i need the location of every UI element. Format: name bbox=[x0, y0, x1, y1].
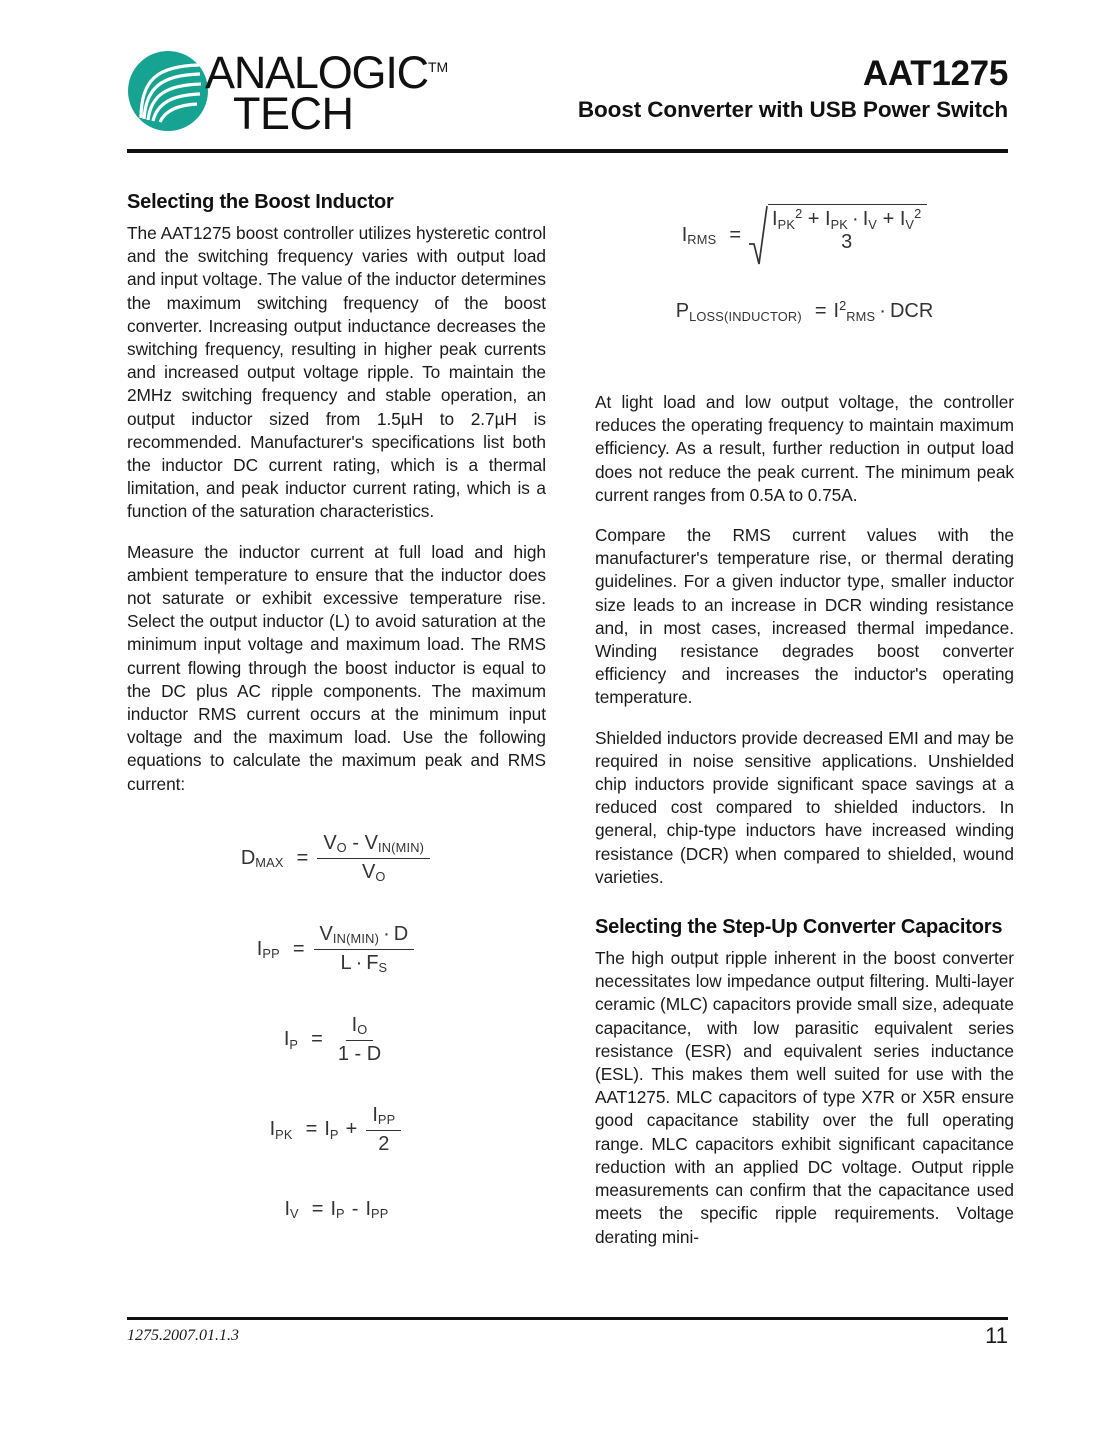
eq-iv-equals: = bbox=[311, 1197, 324, 1220]
document-code: 1275.2007.01.1.3 bbox=[127, 1327, 239, 1344]
eq-irms-equals: = bbox=[729, 223, 742, 246]
paragraph-capacitors: The high output ripple inherent in the boost converter necessitates low impedance output filtering. Multi-layer ceramic (MLC) capacitors provide small size, adequate capacitance, with low parasitic equivalent series resistance (ESR) and equivalent series inductance (ESL). This makes them well suited for use with the AAT1275. MLC capacitors of type X7R or X5R ensure good capacitance stability over the full operating range. MLC capacitors exhibit significant capacitance reduction with an applied DC voltage. Output ripple measurements can confirm that the capacitance used meets the specific ripple requirements. Voltage derating mini- bbox=[595, 948, 1014, 1247]
eq-ploss-lhs-sub: LOSS(INDUCTOR) bbox=[689, 308, 802, 324]
eq-ipk-denominator: 2 bbox=[378, 1132, 390, 1155]
eq-ipp-equals: = bbox=[292, 937, 305, 960]
eq-ipk-plus: + bbox=[345, 1118, 358, 1141]
eq-ipp-lhs: I bbox=[256, 937, 263, 960]
eq-ploss-dot: · bbox=[879, 300, 886, 322]
eq-irms-lhs: I bbox=[681, 223, 688, 246]
heading-selecting-the-boost-inductor: Selecting the Boost Inductor bbox=[127, 191, 394, 213]
header-title-block bbox=[448, 54, 1008, 124]
eq-ipp-denominator: $L \cdot F_S$ bbox=[340, 951, 388, 976]
page-number: 11 bbox=[985, 1323, 1008, 1348]
square-root-icon bbox=[748, 204, 768, 266]
paragraph-rms-compare: Compare the RMS current values with the manufacturer's temperature rise, or thermal derating guidelines. For a given inductor type, smaller inductor size leads to an increase in DCR winding resistance and, in most cases, increased thermal impedance. Winding resistance degrades boost converter efficiency and increases the inductor's operating temperature. bbox=[595, 525, 1014, 708]
page-header bbox=[127, 42, 1008, 150]
right-column bbox=[595, 190, 1014, 1249]
eq-ipp-fraction bbox=[314, 923, 415, 976]
company-logo bbox=[127, 44, 449, 144]
footer-divider bbox=[127, 1317, 1008, 1320]
header-divider bbox=[127, 149, 1008, 153]
equation-list-left bbox=[127, 832, 546, 1221]
part-number: AAT1275 bbox=[862, 54, 1008, 93]
eq-ploss-dcr: DCR bbox=[889, 300, 934, 322]
eq-dmax-fraction bbox=[317, 832, 430, 885]
eq-ploss-lhs: P bbox=[675, 300, 690, 322]
equation-ipp bbox=[127, 923, 546, 976]
paragraph-light-load: At light load and low output voltage, the controller reduces the operating frequency to maintain maximum efficiency. As a result, further reduction in output load does not reduce the peak current. The minimum peak current ranges from 0.5A to 0.75A. bbox=[595, 392, 1014, 505]
eq-ipk-lhs: I bbox=[269, 1118, 276, 1141]
eq-ip-equals: = bbox=[311, 1028, 323, 1051]
eq-ip-lhs: I bbox=[283, 1028, 290, 1051]
eq-ip-lhs-sub: P bbox=[289, 1036, 299, 1052]
eq-ipk-equals: = bbox=[305, 1118, 318, 1141]
eq-irms-radical bbox=[748, 204, 927, 266]
equation-ploss: $P_{LOSS(INDUCTOR)}$ = $I^2_{RMS}$ · DCR bbox=[675, 297, 934, 324]
eq-irms-denominator: 3 bbox=[841, 231, 853, 253]
eq-dmax-denominator: $V_O$ bbox=[361, 860, 386, 885]
eq-iv-lhs: I bbox=[284, 1197, 291, 1220]
eq-ipp-numerator: $V_{IN(MIN)} \cdot D$ bbox=[314, 923, 415, 950]
eq-ipk-fraction bbox=[366, 1104, 401, 1156]
eq-irms-lhs-sub: RMS bbox=[687, 232, 717, 248]
logo-wordmark-tech: TECH bbox=[233, 88, 354, 139]
part-subtitle: Boost Converter with USB Power Switch bbox=[577, 97, 1008, 122]
page-footer bbox=[127, 1323, 1008, 1357]
eq-irms-numerator: $I_{PK}^2 + I_{PK} \cdot I_V + I_V^2$ bbox=[772, 205, 922, 232]
logo-wordmark-analogic: ANALOGIC bbox=[205, 47, 428, 98]
equation-iv: $I_V$ = $I_P$ - $I_{PP}$ bbox=[284, 1197, 389, 1222]
eq-ip-denominator: 1 - D bbox=[337, 1042, 382, 1065]
paragraph-shielded-inductors: Shielded inductors provide decreased EMI and may be required in noise sensitive applications. Unshielded chip inductors provide significant space savings at a reduced cost compared to shielded inductors. In general, chip-type inductors have increased winding resistance (DCR) when compared to shielded, wound varieties. bbox=[595, 727, 1014, 887]
eq-iv-lhs-sub: V bbox=[290, 1206, 299, 1222]
equation-ip bbox=[127, 1014, 546, 1066]
eq-ipk-numerator: $I_{PP}$ bbox=[366, 1104, 401, 1131]
equation-ipk: $I_{PK}$ = $I_P$ + $\frac{I_{PP}}{2}$ bbox=[127, 1104, 546, 1156]
paragraph-boost-inductor-2: Measure the inductor current at full load and high ambient temperature to ensure that the inductor does not saturate or exhibit excessive temperature rise. Select the output inductor (L) to avoid saturation at the minimum input voltage and maximum load. The RMS current flowing through the boost inductor is equal to the DC plus AC ripple components. The maximum inductor RMS current occurs at the minimum input voltage and the maximum load. Use the following equations to calculate the maximum peak and RMS current: bbox=[127, 541, 546, 794]
eq-iv-minus: - bbox=[351, 1197, 359, 1220]
eq-dmax-equals: = bbox=[296, 846, 309, 869]
analogic-tech-logo-icon bbox=[127, 50, 209, 132]
eq-ploss-equals: = bbox=[814, 300, 827, 322]
heading-selecting-the-step-up-converter-capacitors: Selecting the Step-Up Converter Capacitors bbox=[595, 916, 1003, 939]
eq-ipp-lhs-sub: PP bbox=[262, 946, 280, 962]
eq-ip-fraction bbox=[332, 1014, 387, 1066]
equation-irms bbox=[595, 204, 1014, 266]
logo-wordmark bbox=[205, 44, 449, 139]
eq-ip-numerator: $I_O$ bbox=[346, 1014, 374, 1041]
left-column bbox=[127, 190, 546, 1221]
trademark-symbol: TM bbox=[427, 59, 449, 75]
eq-dmax-numerator: $V_O - V_{IN(MIN)}$ bbox=[317, 832, 430, 859]
eq-dmax-lhs: D bbox=[240, 846, 256, 869]
eq-irms-fraction bbox=[768, 204, 927, 266]
eq-dmax-lhs-sub: MAX bbox=[255, 855, 284, 871]
eq-ipk-lhs-sub: PK bbox=[275, 1126, 293, 1142]
equation-dmax bbox=[127, 832, 546, 885]
equation-spacer bbox=[595, 323, 1014, 391]
paragraph-boost-inductor-1: The AAT1275 boost controller utilizes hysteretic control and the switching frequency varies with output load and input voltage. The value of the inductor determines the maximum switching frequency of the boost converter. Increasing output inductance decreases the switching frequency, resulting in higher peak currents and increased output voltage ripple. To maintain the 2MHz switching frequency and stable operation, an output inductor sized from 1.5µH to 2.7µH is recommended. Manufacturer's specifications list both the inductor DC current rating, which is a thermal limitation, and peak inductor current rating, which is a function of the saturation characteristics. bbox=[127, 223, 546, 522]
